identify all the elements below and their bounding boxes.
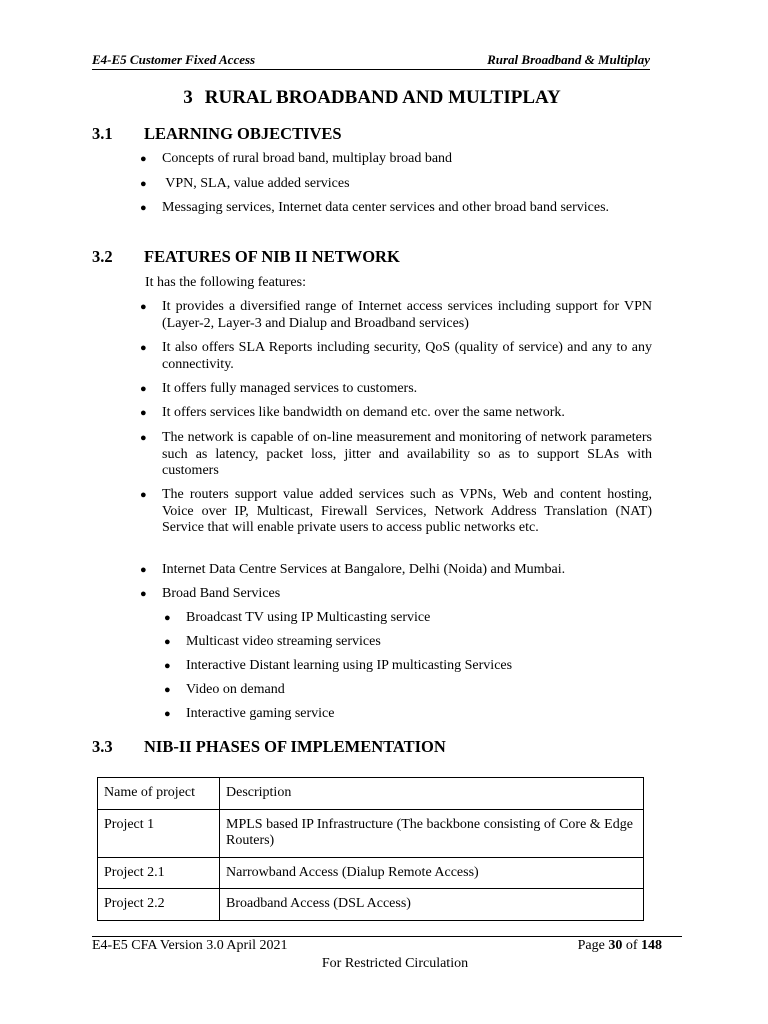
list-item: ● The routers support value added services such as VPNs, Web and content hosting, Voice over IP, Multicast, Firewall Services, Network Address Translation (NAT) Service that will enable private users to access public networks etc. xyxy=(140,487,652,535)
sub-list-item: ● Interactive Distant learning using IP multicasting Services xyxy=(164,658,513,673)
section-heading-3-3 xyxy=(92,737,446,757)
sub-list-item: ● Video on demand xyxy=(164,682,285,697)
list-item: ● The network is capable of on-line measurement and monitoring of network parameters such as latency, packet loss, jitter and availability so as to support SLAs with customers xyxy=(140,430,652,478)
footer-version: E4-E5 CFA Version 3.0 April 2021 xyxy=(92,938,288,953)
bullet-icon: ● xyxy=(164,612,171,624)
sub-list-item: ● Broadcast TV using IP Multicasting service xyxy=(164,610,431,625)
sub-list-item: ● Multicast video streaming services xyxy=(164,634,381,649)
page-footer xyxy=(92,938,662,954)
table-cell: Project 1 xyxy=(98,809,220,857)
table-row xyxy=(98,809,644,857)
section-number: 3.2 xyxy=(92,247,113,266)
list-item: ● VPN, SLA, value added services xyxy=(140,176,350,191)
section-title: LEARNING OBJECTIVES xyxy=(144,124,342,143)
table-cell: Project 2.1 xyxy=(98,857,220,889)
section-heading-3-2 xyxy=(92,247,400,267)
list-item: ● It offers services like bandwidth on demand etc. over the same network. xyxy=(140,405,565,420)
current-page: 30 xyxy=(608,938,623,953)
bullet-icon: ● xyxy=(164,660,171,672)
chapter-number: 3 xyxy=(183,87,193,108)
sub-list-item: ● Interactive gaming service xyxy=(164,706,335,721)
section-heading-3-1 xyxy=(92,124,342,144)
list-item: ● Messaging services, Internet data center services and other broad band services. xyxy=(140,200,610,215)
table-row xyxy=(98,857,644,889)
bullet-icon: ● xyxy=(140,178,147,190)
phases-table xyxy=(97,777,644,921)
bullet-icon: ● xyxy=(164,684,171,696)
list-item: ● It offers fully managed services to customers. xyxy=(140,381,418,396)
total-pages: 148 xyxy=(641,938,662,953)
bullet-icon: ● xyxy=(140,489,147,501)
bullet-icon: ● xyxy=(140,301,147,313)
bullet-icon: ● xyxy=(140,432,147,444)
table-header-cell: Name of project xyxy=(98,778,220,810)
table-cell: Project 2.2 xyxy=(98,889,220,921)
list-item: ● Concepts of rural broad band, multiplay broad band xyxy=(140,151,453,166)
section-number: 3.3 xyxy=(92,737,113,756)
bullet-icon: ● xyxy=(140,202,147,214)
section-title: NIB-II PHASES OF IMPLEMENTATION xyxy=(144,737,446,756)
table-header-cell: Description xyxy=(220,778,644,810)
table-cell: Broadband Access (DSL Access) xyxy=(220,889,644,921)
table-cell: Narrowband Access (Dialup Remote Access) xyxy=(220,857,644,889)
chapter-title xyxy=(0,87,744,109)
header-right: Rural Broadband & Multiplay xyxy=(487,52,650,67)
bullet-icon: ● xyxy=(140,383,147,395)
table-header-row xyxy=(98,778,644,810)
section-intro: It has the following features: xyxy=(145,275,306,290)
footer-circulation: For Restricted Circulation xyxy=(321,956,469,971)
section-title: FEATURES OF NIB II NETWORK xyxy=(144,247,400,266)
list-item: ● It provides a diversified range of Internet access services including support for VPN (Layer-2, Layer-3 and Dialup and Broadband services) xyxy=(140,299,652,331)
bullet-icon: ● xyxy=(140,407,147,419)
bullet-icon: ● xyxy=(164,636,171,648)
section-number: 3.1 xyxy=(92,124,113,143)
table-cell: MPLS based IP Infrastructure (The backbone consisting of Core & Edge Routers) xyxy=(220,809,644,857)
list-item: ● Internet Data Centre Services at Bangalore, Delhi (Noida) and Mumbai. xyxy=(140,562,566,577)
chapter-heading: RURAL BROADBAND AND MULTIPLAY xyxy=(204,87,561,108)
footer-divider xyxy=(92,936,682,937)
running-header xyxy=(92,52,650,70)
list-item: ● It also offers SLA Reports including security, QoS (quality of service) and any to any connectivity. xyxy=(140,340,652,372)
bullet-icon: ● xyxy=(164,708,171,720)
page-number: Page 30 of 148 xyxy=(577,938,662,953)
header-left: E4-E5 Customer Fixed Access xyxy=(92,52,256,67)
bullet-icon: ● xyxy=(140,342,147,354)
list-item: ● Broad Band Services xyxy=(140,586,281,601)
bullet-icon: ● xyxy=(140,153,147,165)
bullet-icon: ● xyxy=(140,588,147,600)
bullet-icon: ● xyxy=(140,564,147,576)
table-row xyxy=(98,889,644,921)
